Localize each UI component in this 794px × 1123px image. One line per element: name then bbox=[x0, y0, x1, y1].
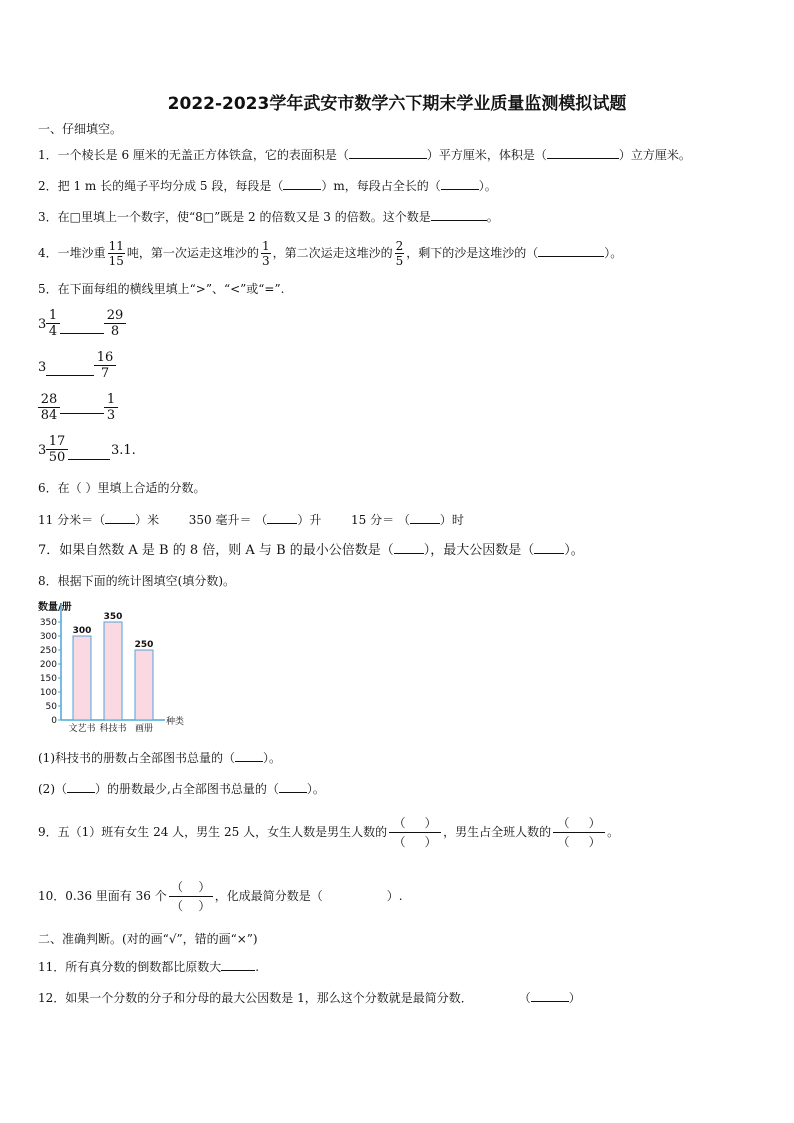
question-8: 8．根据下面的统计图填空(填分数)。 bbox=[38, 574, 235, 588]
compare-row-4: 3 17 50 3.1. bbox=[38, 434, 136, 465]
y-tick-label: 200 bbox=[39, 660, 57, 670]
section-2-heading: 二、准确判断。(对的画“√”，错的画“×”) bbox=[38, 932, 258, 946]
answer-blank[interactable] bbox=[410, 511, 440, 524]
question-5: 5．在下面每组的横线里填上“>”、“<”或“=”. bbox=[38, 282, 285, 296]
compare-row-3: 28 84 1 3 bbox=[38, 392, 138, 428]
y-tick-label: 350 bbox=[39, 618, 57, 628]
bar bbox=[135, 650, 153, 720]
answer-blank[interactable] bbox=[534, 541, 564, 554]
y-tick-label: 0 bbox=[51, 716, 57, 726]
answer-blank[interactable] bbox=[394, 541, 424, 554]
x-axis-label: 种类 bbox=[166, 717, 185, 727]
question-9: 9．五（1）班有女生 24 人，男生 25 人，女生人数是男生人数的 $\frac{( )}{( )}$ ，男生占全班人数的 $\frac{( )}{( )}$ 。 bbox=[38, 816, 620, 849]
fraction: $\frac{2}{5}$ bbox=[395, 239, 404, 268]
answer-blank[interactable] bbox=[267, 511, 297, 524]
answer-fraction[interactable]: $\frac{( )}{( )}$ bbox=[389, 817, 441, 848]
answer-fraction[interactable]: $\frac{( )}{( )}$ bbox=[169, 881, 213, 912]
answer-blank[interactable] bbox=[547, 146, 619, 159]
answer-blank[interactable] bbox=[531, 989, 569, 1002]
y-tick-label: 250 bbox=[39, 646, 57, 656]
x-tick-label: 画册 bbox=[134, 724, 154, 734]
answer-blank[interactable] bbox=[221, 958, 255, 971]
answer-blank[interactable] bbox=[538, 244, 604, 257]
question-1: 1．一个棱长是 6 厘米的无盖正方体铁盒，它的表面积是（ ）平方厘米，体积是（ ）立方厘米。 bbox=[38, 148, 691, 162]
answer-blank[interactable] bbox=[441, 177, 479, 190]
answer-blank[interactable] bbox=[349, 146, 427, 159]
question-2: 2．把 1 m 长的绳子平均分成 5 段，每段是（ ）m，每段占全长的（ ）。 bbox=[38, 179, 497, 193]
fraction: $\frac{11}{15}$ bbox=[108, 239, 124, 268]
x-tick-label: 文艺书 bbox=[68, 724, 96, 734]
fraction: $\frac{1}{3}$ bbox=[261, 239, 270, 268]
y-tick-label: 150 bbox=[39, 674, 57, 684]
question-8-part-1: (1)科技书的册数占全部图书总量的（ ）。 bbox=[38, 751, 282, 765]
page-title: 2022-2023学年武安市数学六下期末学业质量监测模拟试题 bbox=[167, 94, 627, 114]
question-3: 3．在□里填上一个数字，使“8□”既是 2 的倍数又是 3 的倍数。这个数是 。 bbox=[38, 210, 499, 224]
question-4: 4．一堆沙重 $\frac{11}{15}$ 吨，第一次运走这堆沙的 $\frac{1}{3}$ ，第二次运走这堆沙的 $\frac{2}{5}$ ，剩下的沙是这堆沙的（ ）。 bbox=[38, 239, 623, 268]
section-1-heading: 一、仔细填空。 bbox=[38, 122, 123, 136]
y-axis-label: 数量/册 bbox=[38, 602, 72, 613]
question-8-part-2: (2)（ ）的册数最少,占全部图书总量的（ ）。 bbox=[38, 782, 325, 796]
question-6: 6．在（ ）里填上合适的分数。 bbox=[38, 481, 206, 495]
answer-blank[interactable] bbox=[60, 333, 104, 334]
answer-blank[interactable] bbox=[67, 780, 95, 793]
compare-row-2: 3 16 7 bbox=[38, 350, 138, 386]
bar bbox=[104, 622, 122, 720]
answer-blank[interactable] bbox=[431, 208, 487, 221]
bar-chart bbox=[30, 596, 210, 736]
compare-row-1: 3 1 4 29 8 bbox=[38, 308, 138, 344]
answer-blank[interactable] bbox=[283, 177, 321, 190]
answer-blank[interactable] bbox=[235, 749, 263, 762]
answer-blank[interactable] bbox=[46, 375, 94, 376]
answer-blank[interactable] bbox=[105, 511, 135, 524]
answer-blank[interactable] bbox=[60, 413, 104, 414]
question-12: 12．如果一个分数的分子和分母的最大公因数是 1，那么这个分数就是最简分数． （ ） bbox=[38, 991, 581, 1005]
answer-blank[interactable] bbox=[68, 459, 110, 460]
answer-fraction[interactable]: $\frac{( )}{( )}$ bbox=[553, 817, 605, 848]
y-tick-label: 50 bbox=[45, 702, 57, 712]
question-6-items: 11 分米＝（ ）米 350 毫升＝ （ ）升 15 分＝ （ ）时 bbox=[38, 513, 464, 527]
bar-value-label: 350 bbox=[103, 612, 123, 622]
question-10: 10．0.36 里面有 36 个 $\frac{( )}{( )}$ ，化成最简分数是（ ）. bbox=[38, 880, 403, 913]
answer-blank[interactable] bbox=[279, 780, 307, 793]
bar-value-label: 300 bbox=[72, 626, 92, 636]
question-11: 11．所有真分数的倒数都比原数大 . bbox=[38, 960, 260, 974]
y-tick-label: 100 bbox=[39, 688, 57, 698]
question-7: 7．如果自然数 A 是 B 的 8 倍，则 A 与 B 的最小公倍数是（ ），最大公因数是（ ）。 bbox=[38, 543, 584, 558]
x-tick-label: 科技书 bbox=[99, 724, 127, 734]
bar-value-label: 250 bbox=[134, 640, 154, 650]
bar bbox=[73, 636, 91, 720]
y-tick-label: 300 bbox=[39, 632, 57, 642]
